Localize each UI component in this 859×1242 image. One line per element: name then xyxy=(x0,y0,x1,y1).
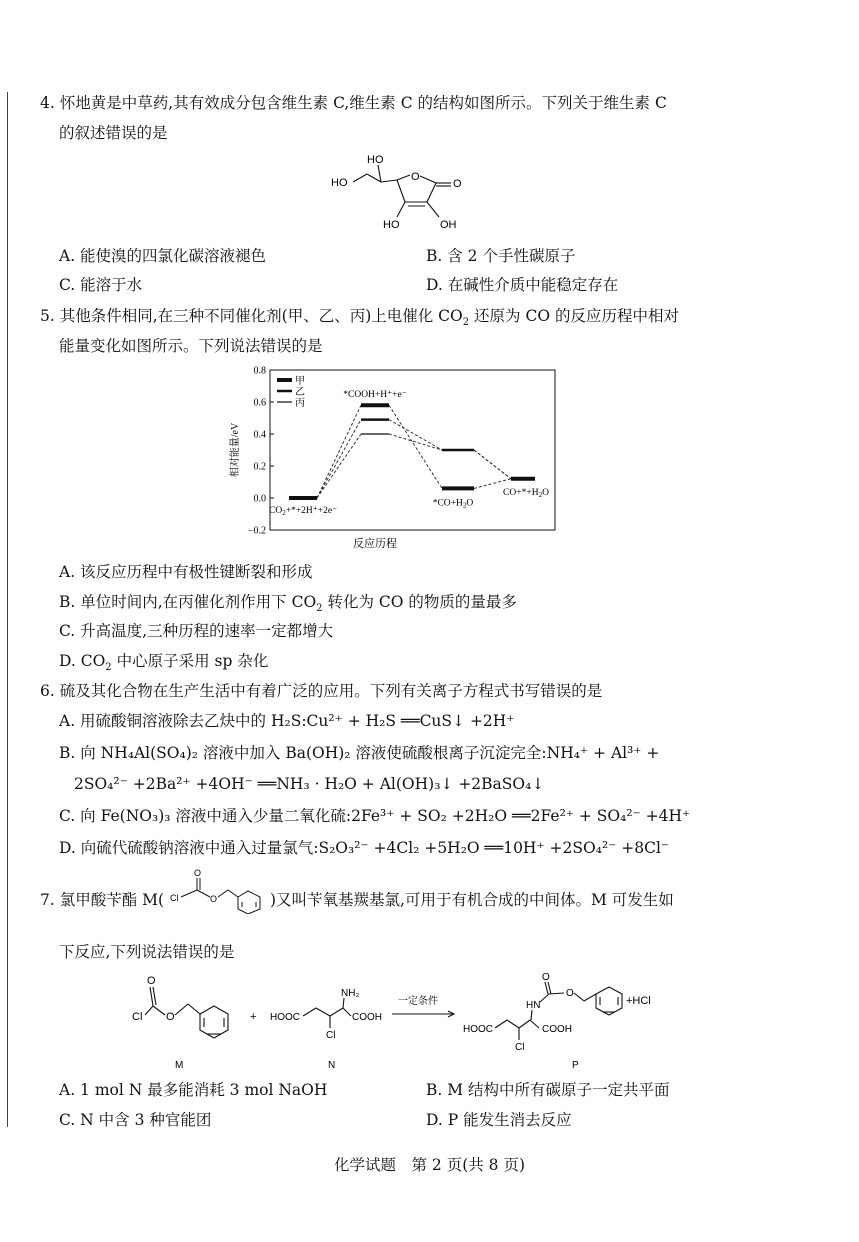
q5-option-c: C. 升高温度,三种历程的速率一定都增大 xyxy=(59,622,334,640)
q5-stem-line2: 能量变化如图所示。下列说法错误的是 xyxy=(59,337,323,355)
vitamin-c-structure xyxy=(325,150,475,236)
n-cl: Cl xyxy=(326,1030,336,1041)
condition-text: 一定条件 xyxy=(398,996,438,1007)
p-o2: O xyxy=(566,988,574,999)
connector-丙 xyxy=(317,434,361,498)
p-cooh: COOH xyxy=(542,1024,572,1035)
q6-stem: 6. 硫及其化合物在生产生活中有着广泛的应用。下列有关离子方程式书写错误的是 xyxy=(40,682,603,700)
q7-option-a: A. 1 mol N 最多能消耗 3 mol NaOH xyxy=(59,1081,328,1099)
state-label: $CO_2+*+2H^++2e^-$ xyxy=(269,506,338,517)
q7-option-c: C. N 中含 3 种官能团 xyxy=(59,1111,212,1129)
connector-乙 xyxy=(317,420,361,498)
m-inline-o-mid: O xyxy=(210,894,218,904)
q7-stem-line2: 下反应,下列说法错误的是 xyxy=(59,943,235,961)
m-o-mid: O xyxy=(166,1011,175,1023)
q5-d-sub: 2 xyxy=(105,662,112,674)
connector-甲 xyxy=(389,405,442,488)
q7-stem-post: )又叫苄氧基羰基氯,可用于有机合成的中间体。M 可发生如 xyxy=(270,891,674,909)
q4-option-d: D. 在碱性介质中能稳定存在 xyxy=(426,276,619,294)
m-cl: Cl xyxy=(132,1011,143,1023)
q7-option-b: B. M 结构中所有碳原子一定共平面 xyxy=(426,1081,670,1099)
q5-stem-b: 还原为 CO 的反应历程中相对 xyxy=(469,307,679,325)
connector-甲 xyxy=(317,405,361,498)
y-tick-label: 0.4 xyxy=(253,429,266,441)
p-hcl: +HCl xyxy=(626,995,651,1007)
n-nh2: NH₂ xyxy=(341,988,360,999)
q4-option-a: A. 能使溴的四氯化碳溶液褪色 xyxy=(59,247,267,265)
n-hooc: HOOC xyxy=(270,1012,300,1023)
n-cooh: COOH xyxy=(352,1012,382,1023)
q6-option-b-line2: 2SO₄²⁻ +2Ba²⁺ +4OH⁻ ══NH₃ · H₂O + Al(OH)₃↓ +2BaSO₄↓ xyxy=(74,775,545,793)
vc-ho-left: HO xyxy=(331,177,348,189)
q6-option-b-line1: B. 向 NH₄Al(SO₄)₂ 溶液中加入 Ba(OH)₂ 溶液使硫酸根离子沉淀完全:NH₄⁺ + Al³⁺ + xyxy=(59,744,660,762)
p-o: O xyxy=(542,972,550,983)
m-label: M xyxy=(175,1060,184,1071)
q5-b-pre: B. 单位时间内,在丙催化剂作用下 CO xyxy=(59,593,317,611)
q4-option-b: B. 含 2 个手性碳原子 xyxy=(426,247,576,265)
m-o-top: O xyxy=(147,975,156,987)
y-axis-label: 相对能量/eV xyxy=(230,422,241,478)
p-label: P xyxy=(572,1060,579,1071)
state-label: *COOH+H⁺+e⁻ xyxy=(343,390,407,401)
state-label: $CO+*+H_2O$ xyxy=(503,487,549,499)
connector-丙 xyxy=(389,434,442,450)
q5-stem-line1 xyxy=(40,306,679,329)
p-cl: Cl xyxy=(515,1042,525,1053)
q7-stem-pre: 7. 氯甲酸苄酯 M( xyxy=(40,891,165,909)
vc-o-ring: O xyxy=(411,171,420,183)
q6-option-a: A. 用硫酸铜溶液除去乙炔中的 H₂S:Cu²⁺ + H₂S ══CuS↓ +2H⁺ xyxy=(59,712,515,730)
n-label: N xyxy=(328,1060,336,1071)
q5-b-post: 转化为 CO 的物质的量最多 xyxy=(322,593,517,611)
reaction-scheme xyxy=(130,968,730,1078)
q5-d-pre: D. CO xyxy=(59,652,106,670)
energy-levels xyxy=(289,405,535,498)
q5-b-sub: 2 xyxy=(316,603,323,615)
x-axis-label: 反应历程 xyxy=(353,538,397,550)
y-tick-label: 0.0 xyxy=(253,493,266,505)
q6-option-c: C. 向 Fe(NO₃)₃ 溶液中通入少量二氧化硫:2Fe³⁺ + SO₂ +2H₂O ══2Fe²⁺ + SO₄²⁻ +4H⁺ xyxy=(59,807,691,825)
plus-sign: + xyxy=(250,1011,257,1023)
q5-stem-sub: 2 xyxy=(462,317,470,329)
margin-rule xyxy=(7,92,8,1127)
p-hooc: HOOC xyxy=(463,1024,493,1035)
q5-d-post: 中心原子采用 sp 杂化 xyxy=(111,652,269,670)
q4-stem-line1: 4. 怀地黄是中草药,其有效成分包含维生素 C,维生素 C 的结构如图所示。下列关于维生素 C xyxy=(40,94,667,112)
m-inline-o-top: O xyxy=(194,868,202,878)
legend-label-丙: 丙 xyxy=(295,398,305,409)
q5-option-b xyxy=(59,592,517,615)
q6-option-d: D. 向硫代硫酸钠溶液中通入过量氯气:S₂O₃²⁻ +4Cl₂ +5H₂O ══10H⁺ +2SO₄²⁻ +8Cl⁻ xyxy=(59,839,670,857)
state-label: $*CO+H_2O$ xyxy=(432,498,474,510)
vc-o-carbonyl: O xyxy=(453,178,462,190)
page-footer: 化学试题 第 2 页(共 8 页) xyxy=(333,1156,526,1174)
q5-option-a: A. 该反应历程中有极性键断裂和形成 xyxy=(59,563,313,581)
y-tick-label: 0.2 xyxy=(253,461,266,473)
vc-ho-top: HO xyxy=(367,154,384,166)
connectors xyxy=(317,405,511,498)
vc-ho-b1: HO xyxy=(383,219,400,231)
legend xyxy=(277,375,305,409)
connector-乙 xyxy=(389,420,442,450)
energy-profile-chart xyxy=(225,360,570,555)
q4-stem-line2: 的叙述错误的是 xyxy=(59,124,168,142)
q5-stem-a: 5. 其他条件相同,在三种不同催化剂(甲、乙、丙)上电催化 CO xyxy=(40,307,463,325)
q5-option-d xyxy=(59,651,269,674)
legend-label-甲: 甲 xyxy=(295,376,305,387)
legend-label-乙: 乙 xyxy=(295,387,305,398)
y-tick-label: 0.8 xyxy=(253,365,266,377)
m-inline-cl: Cl xyxy=(170,893,179,903)
p-hn: HN xyxy=(526,1000,541,1011)
vc-oh-b2: OH xyxy=(440,219,457,231)
y-tick-label: 0.6 xyxy=(253,397,266,409)
q7-option-d: D. P 能发生消去反应 xyxy=(426,1111,572,1129)
connector-丙 xyxy=(474,450,511,479)
q4-option-c: C. 能溶于水 xyxy=(59,276,143,294)
y-tick-label: −0.2 xyxy=(247,525,266,537)
m-inline-structure xyxy=(168,866,272,914)
